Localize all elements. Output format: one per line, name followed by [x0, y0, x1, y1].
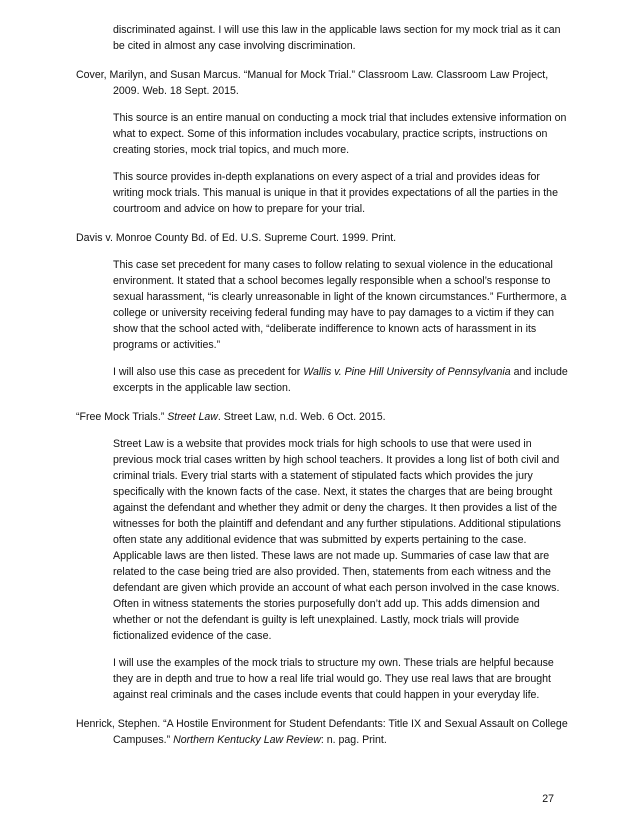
annotation-paragraph: I will also use this case as precedent for Wallis v. Pine Hill University of Pennsylvania and include excerpts in the applicable law section.	[113, 366, 568, 394]
citation-entry: Henrick, Stephen. “A Hostile Environment for Student Defendants: Title IX and Sexual Assault on College Campuses.” Northern Kentucky Law Review: n. pag. Print.	[76, 718, 568, 746]
annotation-paragraph: Street Law is a website that provides mock trials for high schools to use that were used in previous mock trial cases written by high school teachers. It provides a long list of both civil and criminal trials. Every trial starts with a statement of stipulated facts which provides the jury specifically with the known facts of the case. Next, it states the charges that are being brought against the defendant and whether they admit or deny the charges. It then provides a list of the witnesses for both the plaintiff and defendant and any further stipulations. Additional stipulations often state any additional evidence that was submitted by experts pertaining to the case. Applicable laws are then listed. These laws are not made up. Summaries of case law that are related to the case being tried are also provided. Then, statements from each witness and the defendant are given which provide an account of what each person involved in the case knows. Often in witness statements the stories purposefully don’t add up. This adds dimension and whether or not the defendant is guilty is left unexplained. Lastly, mock trials will provide fictionalized evidence of the case.	[113, 438, 561, 642]
annotation-paragraph: discriminated against. I will use this law in the applicable laws section for my mock trial as it can be cited in almost any case involving discrimination.	[113, 24, 561, 52]
journal-title-italic: Northern Kentucky Law Review	[173, 734, 321, 746]
source-title-italic: Street Law	[167, 411, 218, 423]
citation-entry: “Free Mock Trials.” Street Law. Street Law, n.d. Web. 6 Oct. 2015.	[76, 411, 386, 423]
page-body	[76, 22, 568, 759]
page-number: 27	[542, 793, 554, 805]
case-title-italic: Wallis v. Pine Hill University of Pennsylvania	[303, 366, 511, 378]
annotation-paragraph: This source is an entire manual on conducting a mock trial that includes extensive information on what to expect. Some of this information includes vocabulary, practice scripts, instructions on creating stories, mock trial topics, and much more.	[113, 112, 567, 156]
annotation-paragraph: This source provides in-depth explanations on every aspect of a trial and provides ideas for writing mock trials. This manual is unique in that it provides expectations of all the parties in the courtroom and advice on how to prepare for your trial.	[113, 171, 558, 215]
annotation-paragraph: This case set precedent for many cases to follow relating to sexual violence in the educational environment. It stated that a school becomes legally responsible when a school’s response to sexual harassment, “is clearly unreasonable in light of the known circumstances.” Furthermore, a college or university receiving federal funding may have to pay damages to a victim if they can show that the school acted with, “deliberate indifference to known acts of harassment in its programs or activities.”	[113, 259, 567, 351]
citation-entry: Cover, Marilyn, and Susan Marcus. “Manual for Mock Trial.” Classroom Law. Classroom Law Project, 2009. Web. 18 Sept. 2015.	[76, 69, 549, 97]
citation-entry: Davis v. Monroe County Bd. of Ed. U.S. Supreme Court. 1999. Print.	[76, 232, 397, 244]
annotation-paragraph: I will use the examples of the mock trials to structure my own. These trials are helpful because they are in depth and true to how a real life trial would go. They use real laws that are brought against real criminals and the cases include events that could happen in your everyday life.	[113, 657, 554, 701]
